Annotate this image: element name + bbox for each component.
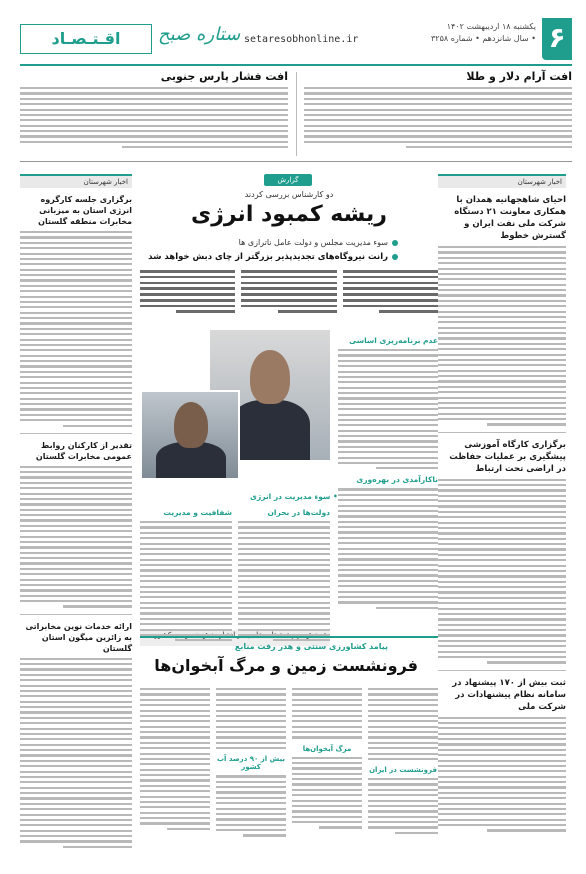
interviewee-photo-2	[140, 390, 240, 480]
section-subhead: مرگ آبخوان‌ها	[302, 744, 352, 753]
news-headline: احیای شاهجهانیه همدان با همکاری معاونت ۲۱ دستگاه شرکت ملی نفت ایران و گسترش خطوط	[454, 195, 566, 241]
header-rule	[20, 64, 572, 66]
news-headline: ارائه خدمات نوین مخابراتی به زائرین میگون استان گلستان	[25, 621, 132, 653]
section-subhead: ناکارآمدی در بهره‌وری	[356, 475, 438, 485]
section-subhead: بیش از ۹۰ درصد آب کشور	[217, 755, 285, 772]
article-text	[338, 488, 438, 608]
subtitle-2-text: رانت نیروگاه‌های تجدیدپذیر بزرگتر از چای دبش خواهد شد	[148, 252, 388, 262]
subsidence-columns	[140, 688, 438, 860]
article-text	[20, 658, 132, 848]
article-text	[304, 87, 572, 148]
page-number: ۶	[542, 18, 572, 60]
left-news-column	[20, 174, 132, 794]
section-subhead: فرونشست در ایران	[369, 766, 437, 775]
feature-subtitle-1	[239, 238, 398, 247]
feature-title: ریشه کمبود انرژی	[191, 202, 387, 227]
section-subhead: دولت‌ها در بحران	[267, 508, 330, 517]
subsidence-kicker: پیامد کشاورزی سنتی و هدر رفت منابع	[234, 642, 388, 651]
article-text	[216, 775, 286, 836]
feature-lead	[140, 270, 438, 330]
caption-subhead: • سوء مدیریت در انرژی	[250, 492, 338, 501]
feature-bottom-text	[140, 504, 330, 630]
bullet-icon	[392, 240, 398, 246]
news-headline: برگزاری جلسه کارگروه انرژی استان به میزبانی مخابرات منطقه گلستان	[38, 195, 132, 226]
article-text	[216, 688, 286, 749]
pars-article	[20, 70, 288, 158]
article-text	[438, 717, 566, 832]
newspaper-logo: ستاره صبح	[158, 24, 241, 45]
site-url[interactable]: setaresobhonline.ir	[244, 34, 359, 45]
article-text	[140, 688, 210, 830]
article-text	[368, 778, 438, 834]
article-text	[20, 466, 132, 608]
divider	[20, 614, 132, 615]
right-news-column	[438, 174, 566, 864]
divider	[438, 670, 566, 671]
feature-subtitle-2	[148, 252, 398, 262]
issue-line: • سال شانزدهم • شماره ۳۲۵۸	[431, 34, 536, 43]
article-text	[238, 521, 330, 641]
dollar-gold-article	[304, 70, 572, 158]
section-subhead: عدم برنامه‌ریزی اساسی	[349, 336, 438, 345]
column-head: اخبار شهرستان	[20, 174, 132, 188]
news-headline: ثبت بیش از ۱۷۰ پیشنهاد در سامانه نظام پیشنهادات در شرکت ملی	[452, 677, 566, 712]
divider	[438, 432, 566, 433]
article-text	[438, 479, 566, 664]
bullet-icon	[392, 254, 398, 260]
column-divider	[296, 72, 297, 156]
report-badge: گزارش	[264, 174, 312, 186]
dollar-gold-title: افت آرام دلار و طلا	[466, 70, 572, 83]
section-label	[20, 24, 152, 54]
divider	[20, 433, 132, 434]
column-head: اخبار شهرستان	[438, 174, 566, 188]
article-text	[20, 87, 288, 148]
feature-side-text	[338, 330, 438, 630]
feature-kicker: دو کارشناس بررسی کردند	[244, 190, 334, 199]
article-text	[140, 521, 232, 641]
photo-group	[140, 330, 330, 480]
article-text	[438, 246, 566, 426]
subsidence-article	[140, 636, 438, 864]
article-text	[368, 688, 438, 760]
article-text	[292, 688, 362, 739]
top-band	[20, 70, 572, 162]
feature-article	[140, 174, 438, 630]
news-headline: تقدیر از کارکنان روابط عمومی مخابرات گلستان	[35, 440, 132, 461]
article-text	[20, 231, 132, 427]
section-label-text: اقـتـصـاد	[51, 29, 121, 48]
section-subhead: شفافیت و مدیریت	[163, 508, 232, 517]
subsidence-title: فرونشست زمین و مرگ آبخوان‌ها	[154, 656, 418, 675]
date-line: یکشنبه ۱۸ اردیبهشت ۱۴۰۲	[446, 22, 536, 31]
article-text	[338, 349, 438, 469]
masthead	[20, 18, 572, 62]
article-text	[292, 757, 362, 829]
issue-info	[431, 21, 536, 45]
pars-title: افت فشار پارس جنوبی	[160, 70, 288, 83]
subtitle-1-text: سوء مدیریت مجلس و دولت عامل ناترازی ها	[238, 238, 388, 247]
news-headline: برگزاری کارگاه آموزشی پیشگیری بر عملیات حفاظت در اراضی تحت ارتباط	[449, 439, 566, 474]
